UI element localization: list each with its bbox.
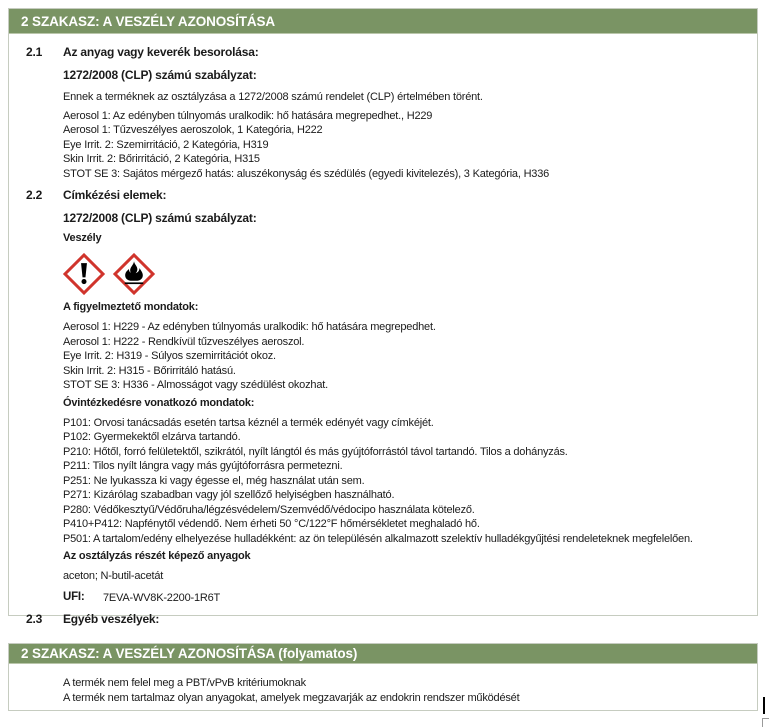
- subsection-number: 2.2: [26, 188, 43, 202]
- page-corner-mark: [762, 718, 769, 727]
- precaution-statement: P210: Hőtől, forró felületektől, szikrától, nyílt lángtól és más gyújtóforrástól távol tartandó. Tilos a dohányzás.: [63, 445, 568, 458]
- ghs02-flame-icon: [113, 253, 155, 295]
- ghs07-exclamation-icon: [63, 253, 105, 295]
- classification-item: Aerosol 1: Tűzveszélyes aeroszolok, 1 Kategória, H222: [63, 124, 323, 136]
- classification-list: [63, 109, 742, 182]
- ghs-pictograms: [63, 253, 742, 295]
- substances-value: aceton; N-butil-acetát: [63, 570, 164, 582]
- precaution-statement: P251: Ne lyukassza ki vagy égesse el, még használat után sem.: [63, 474, 365, 487]
- precaution-statement: P102: Gyermekektől elzárva tartandó.: [63, 431, 241, 443]
- clp-regulation-heading: 1272/2008 (CLP) számú szabályzat:: [63, 68, 257, 82]
- precaution-statement: P410+P412: Napfénytől védendő. Nem érheti 50 °C/122°F hőmérsékletet meghaladó hő.: [63, 518, 480, 530]
- hazard-statement: Aerosol 1: H229 - Az edényben túlnyomás uralkodik: hő hatására megrepedhet.: [63, 321, 436, 333]
- subsection-number: 2.3: [26, 612, 43, 626]
- ufi-value: 7EVA-WV8K-2200-1R6T: [103, 591, 221, 604]
- subsection-2-3: [26, 612, 742, 626]
- section-2-continued-title: 2 SZAKASZ: A VESZÉLY AZONOSÍTÁSA (folyamatos): [21, 646, 358, 661]
- classification-intro: Ennek a terméknek az osztályzása a 1272/2008 számú rendelet (CLP) értelmében törént.: [63, 91, 483, 103]
- precaution-statement: P501: A tartalom/edény elhelyezése hulladékként: az ön településén alkalmazott szelektív hulladékgyűjtési rendeleteknek megfelelően.: [63, 532, 693, 545]
- hazard-statement: Eye Irrit. 2: H319 - Súlyos szemirritációt okoz.: [63, 350, 276, 362]
- section-2-title: 2 SZAKASZ: A VESZÉLY AZONOSÍTÁSA: [21, 13, 276, 29]
- classification-item: STOT SE 3: Sajátos mérgező hatás: aluszékonyság és szédülés (egyedi kivitelezés), 3 Kategória, H336: [63, 167, 550, 180]
- ufi-row: [63, 591, 742, 606]
- section-2-box: [8, 8, 758, 626]
- classification-item: Aerosol 1: Az edényben túlnyomás uralkodik: hő hatására megrepedhet., H229: [63, 109, 433, 122]
- subsection-2-2-title: Címkézési elemek:: [63, 188, 167, 202]
- ufi-label: UFI:: [63, 590, 85, 603]
- section-2-continued-header: [9, 644, 757, 664]
- precaution-statements-list: [63, 416, 742, 547]
- precaution-statement: P280: Védőkesztyű/Védőruha/légzésvédelem/Szemvédő/védocipo használata kötelező.: [63, 503, 475, 516]
- hazard-statement: Aerosol 1: H222 - Rendkívül tűzveszélyes aeroszol.: [63, 335, 305, 348]
- subsection-number: 2.1: [26, 45, 43, 59]
- signal-word: Veszély: [63, 232, 102, 244]
- precaution-statement: P101: Orvosi tanácsadás esetén tartsa kéznél a termék edényét vagy címkéjét.: [63, 416, 434, 429]
- precaution-statement: P211: Tilos nyílt lángra vagy más gyújtóforrásra permetezni.: [63, 460, 343, 472]
- subsection-2-1: [26, 45, 742, 181]
- section-2-continued-box: [8, 643, 758, 711]
- subsection-2-1-title: Az anyag vagy keverék besorolása:: [63, 45, 259, 59]
- clp-regulation-heading: 1272/2008 (CLP) számú szabályzat:: [63, 211, 257, 225]
- hazard-statements-list: [63, 320, 742, 393]
- hazard-statement: STOT SE 3: H336 - Almosságot vagy szédülést okozhat.: [63, 379, 328, 391]
- subsection-2-3-title: Egyéb veszélyek:: [63, 612, 160, 626]
- precaution-statements-heading: Óvintézkedésre vonatkozó mondatok:: [63, 396, 255, 409]
- pbt-statement: A termék nem felel meg a PBT/vPvB kritériumoknak: [63, 677, 306, 689]
- endocrine-statement: A termék nem tartalmaz olyan anyagokat, amelyek megzavarják az endokrin rendszer működését: [63, 691, 520, 704]
- hazard-statement: Skin Irrit. 2: H315 - Bőrirritáló hatású.: [63, 364, 236, 377]
- section-2-continued-content: [9, 664, 757, 705]
- substances-heading: Az osztályzás részét képező anyagok: [63, 550, 251, 562]
- section-2-content: [9, 34, 757, 626]
- hazard-statements-heading: A figyelmeztető mondatok:: [63, 301, 199, 313]
- classification-item: Eye Irrit. 2: Szemirritáció, 2 Kategória, H319: [63, 138, 269, 151]
- section-2-header: [9, 9, 757, 34]
- text-cursor: [763, 697, 765, 714]
- subsection-2-2: [26, 188, 742, 605]
- precaution-statement: P271: Kizárólag szabadban vagy jól szellőző helyiségben használható.: [63, 489, 395, 501]
- classification-item: Skin Irrit. 2: Bőrirritáció, 2 Kategória, H315: [63, 153, 260, 165]
